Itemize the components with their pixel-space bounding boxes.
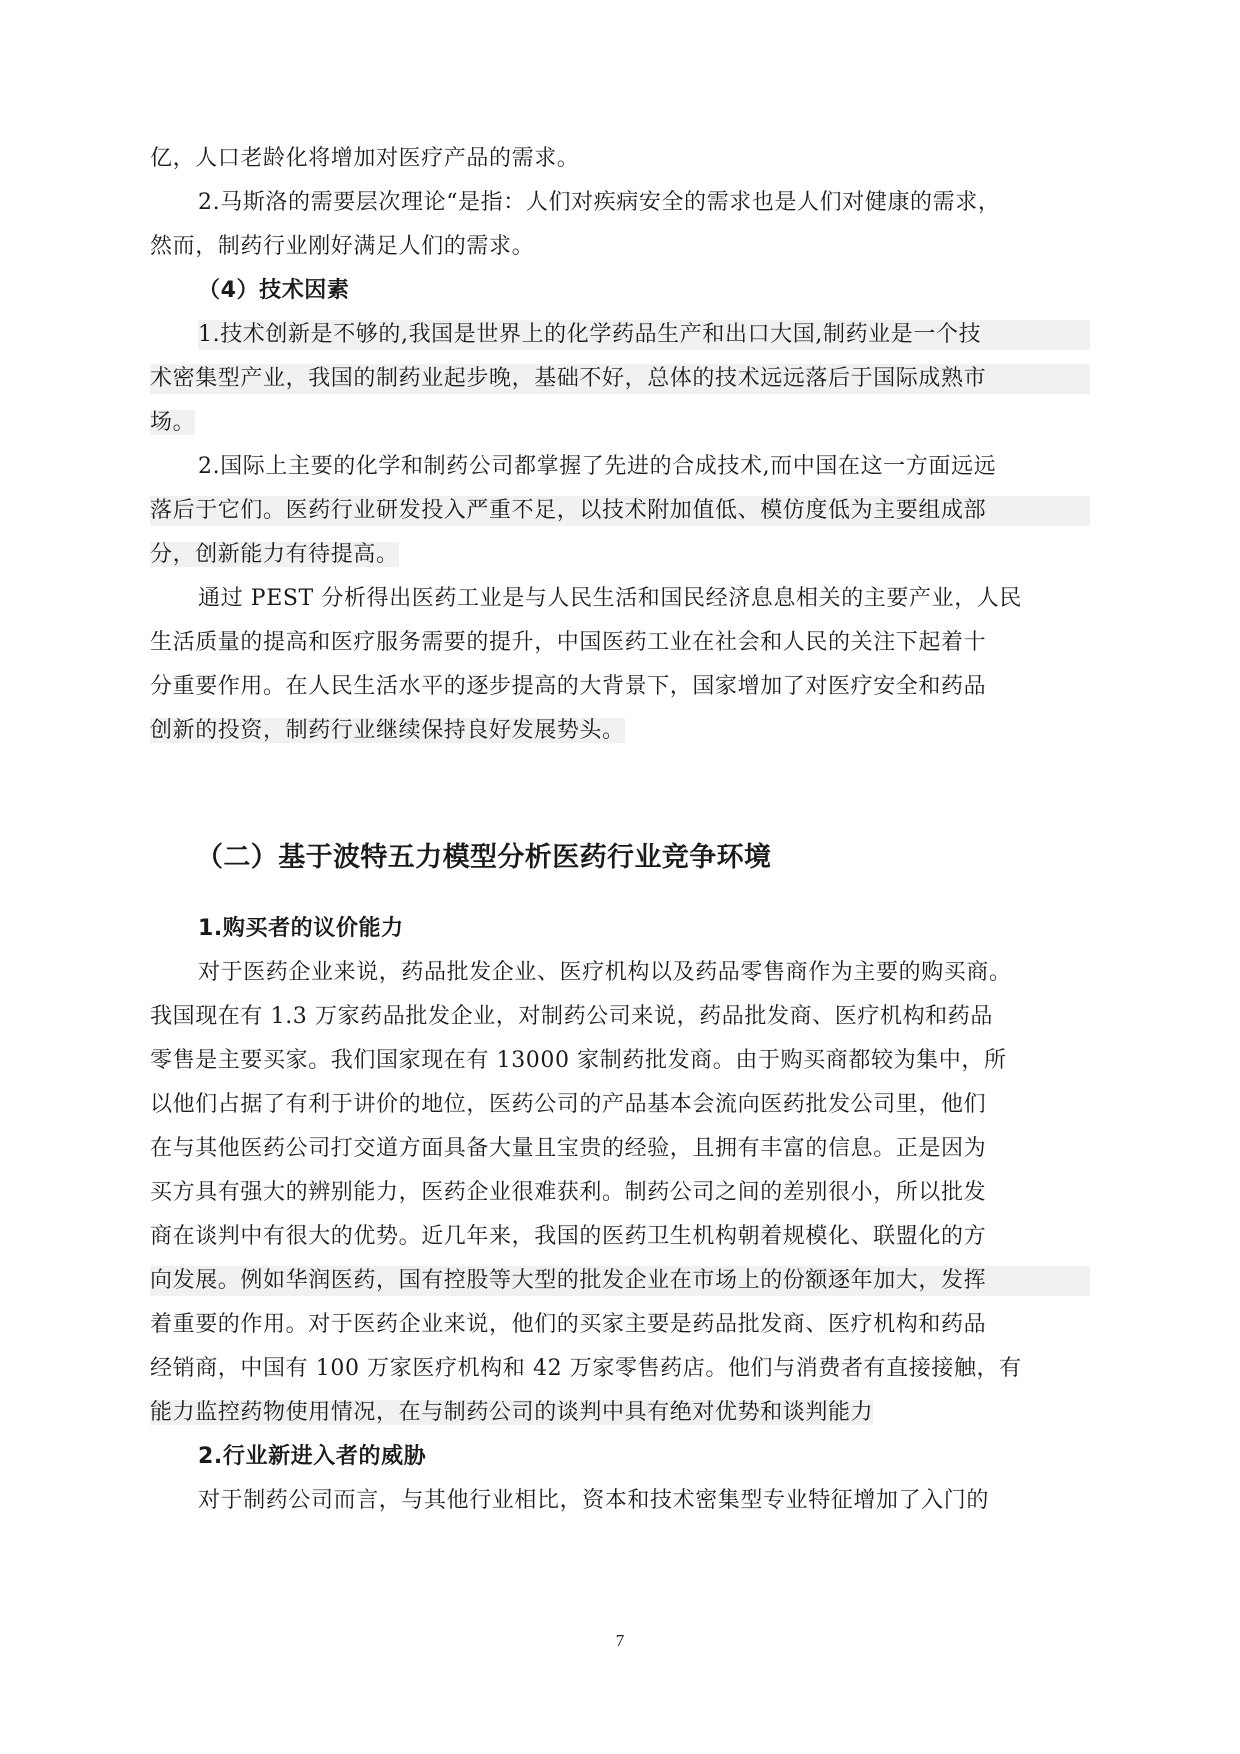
- paragraph-line: 买方具有强大的辨别能力，医药企业很难获利。制药公司之间的差别很小，所以批发: [150, 1180, 987, 1205]
- paragraph-line: 落后于它们。医药行业研发投入严重不足，以技术附加值低、模仿度低为主要组成部: [150, 496, 1090, 526]
- paragraph-line: 以他们占据了有利于讲价的地位，医药公司的产品基本会流向医药批发公司里，他们: [150, 1092, 987, 1117]
- paragraph-line: [150, 1398, 1090, 1428]
- paragraph-line: 向发展。例如华润医药，国有控股等大型的批发企业在市场上的份额逐年加大，发挥: [150, 1266, 1090, 1296]
- paragraph-line: 生活质量的提高和医疗服务需要的提升，中国医药工业在社会和人民的关注下起着十: [150, 630, 987, 655]
- paragraph-line: 然而，制药行业刚好满足人们的需求。: [150, 234, 535, 259]
- paragraph-line: [150, 408, 1090, 438]
- paragraph-line: 术密集型产业，我国的制药业起步晚，基础不好，总体的技术远远落后于国际成熟市: [150, 364, 1090, 394]
- subheading-new-entrants-threat: 2.行业新进入者的威胁: [198, 1444, 427, 1469]
- text-run: 分，创新能力有待提高。: [150, 542, 399, 567]
- paragraph-line: 零售是主要买家。我们国家现在有 13000 家制药批发商。由于购买商都较为集中，所: [150, 1048, 1007, 1073]
- paragraph-line: [150, 540, 1090, 570]
- paragraph-line: 分重要作用。在人民生活水平的逐步提高的大背景下，国家增加了对医疗安全和药品: [150, 674, 987, 699]
- paragraph-line: 2.马斯洛的需要层次理论“是指：人们对疾病安全的需求也是人们对健康的需求，: [198, 190, 1001, 215]
- paragraph-line: 我国现在有 1.3 万家药品批发企业，对制药公司来说，药品批发商、医疗机构和药品: [150, 1004, 993, 1029]
- section-heading-porter-five-forces: （二）基于波特五力模型分析医药行业竞争环境: [196, 842, 772, 873]
- paragraph-line: 亿，人口老龄化将增加对医疗产品的需求。: [150, 146, 580, 171]
- paragraph-line: 在与其他医药公司打交道方面具备大量且宝贵的经验，且拥有丰富的信息。正是因为: [150, 1136, 987, 1161]
- text-run: 创新的投资，制药行业继续保持良好发展势头。: [150, 718, 625, 743]
- paragraph-line: 1.技术创新是不够的,我国是世界上的化学药品生产和出口大国,制药业是一个技: [198, 320, 1090, 350]
- paragraph-line: 经销商，中国有 100 万家医疗机构和 42 万家零售药店。他们与消费者有直接接触，有: [150, 1356, 1022, 1381]
- page-number: 7: [615, 1631, 625, 1650]
- paragraph-line: 对于医药企业来说，药品批发企业、医疗机构以及药品零售商作为主要的购买商。: [198, 960, 1012, 985]
- paragraph-line: 着重要的作用。对于医药企业来说，他们的买家主要是药品批发商、医疗机构和药品: [150, 1312, 987, 1337]
- text-run: 能力监控药物使用情况，在与制药公司的谈判中具有绝对优势和谈判能力: [150, 1400, 874, 1425]
- text-run: 场。: [150, 410, 196, 435]
- paragraph-line: 对于制药公司而言，与其他行业相比，资本和技术密集型专业特征增加了入门的: [198, 1488, 990, 1513]
- paragraph-line: 商在谈判中有很大的优势。近几年来，我国的医药卫生机构朝着规模化、联盟化的方: [150, 1224, 987, 1249]
- paragraph-line: 通过 PEST 分析得出医药工业是与人民生活和国民经济息息相关的主要产业，人民: [198, 586, 1022, 611]
- paragraph-line: [150, 716, 1090, 746]
- paragraph-line: 2.国际上主要的化学和制药公司都掌握了先进的合成技术,而中国在这一方面远远: [198, 454, 997, 479]
- subheading-buyer-bargaining-power: 1.购买者的议价能力: [198, 916, 404, 941]
- subheading-technology-factors: （4）技术因素: [198, 278, 350, 303]
